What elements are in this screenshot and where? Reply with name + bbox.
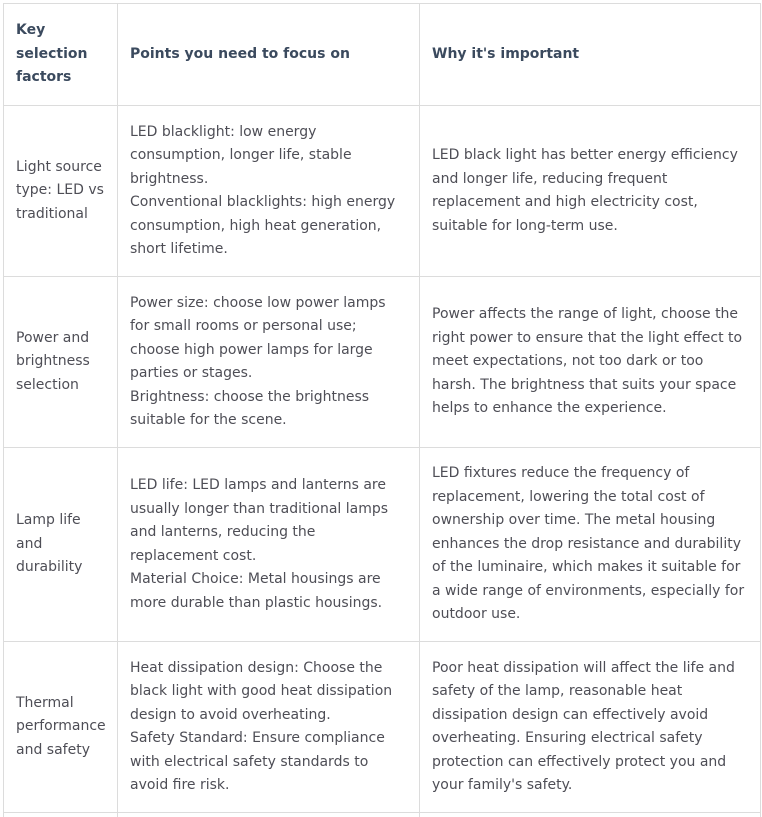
row-points bbox=[118, 642, 420, 813]
table-row bbox=[4, 642, 761, 813]
table-row bbox=[4, 106, 761, 277]
point-item: LED life: LED lamps and lanterns are usually longer than traditional lamps and lanterns, reducing the replacement cost. bbox=[130, 477, 389, 564]
row-factor: Lamp life and durability bbox=[4, 448, 118, 642]
header-key-factors: Key selection factors bbox=[4, 4, 118, 106]
point-item: Heat dissipation design: Choose the black light with good heat dissipation design to avoid overheating. bbox=[130, 659, 393, 723]
point-item: Conventional blacklights: high energy consumption, high heat generation, short lifetime. bbox=[130, 194, 396, 257]
point-item: Material Choice: Metal housings are more durable than plastic housings. bbox=[130, 571, 383, 611]
row-why: Power affects the range of light, choose the right power to ensure that the light effect to meet expectations, not too dark or too harsh. The brightness that suits your space helps to enhance the experience. bbox=[420, 277, 761, 448]
table-row bbox=[4, 277, 761, 448]
row-points bbox=[118, 277, 420, 448]
header-focus-points: Points you need to focus on bbox=[118, 4, 420, 106]
selection-factors-table bbox=[3, 3, 761, 817]
row-factor-empty bbox=[4, 813, 118, 817]
point-item: Brightness: choose the brightness suitable for the scene. bbox=[130, 388, 370, 428]
table-row bbox=[4, 448, 761, 642]
row-why-empty bbox=[420, 813, 761, 817]
point-item: LED blacklight: low energy consumption, longer life, stable brightness. bbox=[130, 123, 352, 187]
row-why: LED black light has better energy efficiency and longer life, reducing frequent replacement and high electricity cost, suitable for long-term use. bbox=[420, 106, 761, 277]
row-points bbox=[118, 448, 420, 642]
row-factor: Thermal performance and safety bbox=[4, 642, 118, 813]
table-row-partial bbox=[4, 813, 761, 817]
row-why: LED fixtures reduce the frequency of replacement, lowering the total cost of ownership over time. The metal housing enhances the drop resistance and durability of the luminaire, which makes it suitable for a wide range of environments, especially for outdoor use. bbox=[420, 448, 761, 642]
row-why: Poor heat dissipation will affect the life and safety of the lamp, reasonable heat dissipation design can effectively avoid overheating. Ensuring electrical safety protection can effectively protect you and your family's safety. bbox=[420, 642, 761, 813]
row-factor: Power and brightness selection bbox=[4, 277, 118, 448]
point-item: Safety Standard: Ensure compliance with electrical safety standards to avoid fire risk. bbox=[130, 730, 385, 793]
header-why-important: Why it's important bbox=[420, 4, 761, 106]
row-points-empty bbox=[118, 813, 420, 817]
point-item: Power size: choose low power lamps for small rooms or personal use; choose high power lamps for large parties or stages. bbox=[130, 294, 386, 381]
table-header-row bbox=[4, 4, 761, 106]
row-points bbox=[118, 106, 420, 277]
row-factor: Light source type: LED vs traditional bbox=[4, 106, 118, 277]
